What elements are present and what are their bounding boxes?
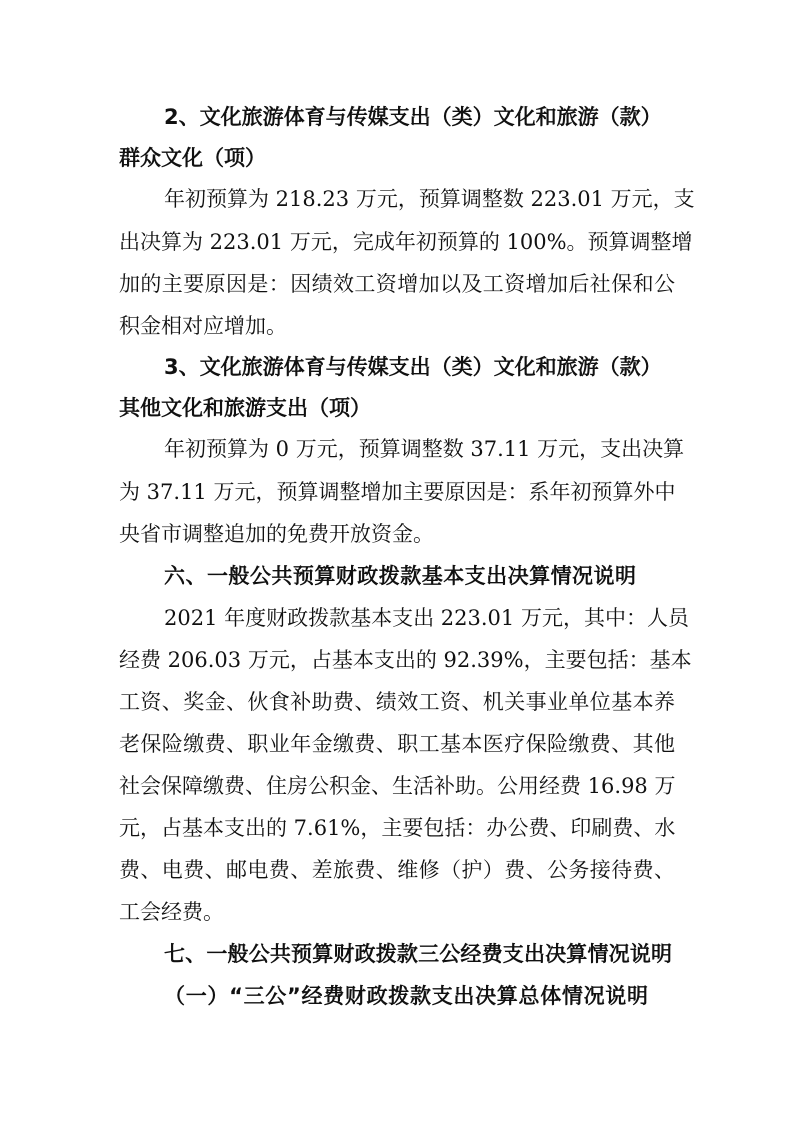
section-6-paragraph-line-7: 费、电费、邮电费、差旅费、维修（护）费、公务接待费、: [119, 858, 675, 882]
section-2-paragraph-line-3: 加的主要原因是：因绩效工资增加以及工资增加后社保和公: [119, 272, 675, 296]
section-2-paragraph-line-1: 年初预算为 218.23 万元，预算调整数 223.01 万元，支: [164, 187, 695, 211]
section-6-paragraph-line-8: 工会经费。: [119, 900, 224, 924]
section-3-paragraph-line-3: 央省市调整追加的免费开放资金。: [119, 522, 434, 546]
section-2-heading-line-1: 2、文化旅游体育与传媒支出（类）文化和旅游（款）: [164, 105, 662, 129]
section-2-heading-line-2: 群众文化（项）: [119, 146, 266, 170]
section-6-paragraph-line-4: 老保险缴费、职业年金缴费、职工基本医疗保险缴费、其他: [119, 732, 675, 756]
section-7-heading: 七、一般公共预算财政拨款三公经费支出决算情况说明: [164, 942, 672, 966]
section-6-paragraph-line-5: 社会保障缴费、住房公积金、生活补助。公用经费 16.98 万: [119, 774, 676, 798]
section-7-subheading: （一）“三公”经费财政拨款支出决算总体情况说明: [164, 984, 648, 1008]
section-2-paragraph-line-2: 出决算为 223.01 万元，完成年初预算的 100%。预算调整增: [119, 230, 693, 254]
section-6-paragraph-line-1: 2021 年度财政拨款基本支出 223.01 万元，其中：人员: [164, 606, 689, 630]
section-3-paragraph-line-2: 为 37.11 万元，预算调整增加主要原因是：系年初预算外中: [119, 480, 676, 504]
section-6-heading: 六、一般公共预算财政拨款基本支出决算情况说明: [164, 564, 636, 588]
section-6-paragraph-line-3: 工资、奖金、伙食补助费、绩效工资、机关事业单位基本养: [119, 690, 675, 714]
section-3-paragraph-line-1: 年初预算为 0 万元，预算调整数 37.11 万元，支出决算: [164, 437, 685, 461]
section-2-paragraph-line-4: 积金相对应增加。: [119, 314, 287, 338]
section-3-heading-line-2: 其他文化和旅游支出（项）: [119, 396, 371, 420]
section-3-heading-line-1: 3、文化旅游体育与传媒支出（类）文化和旅游（款）: [164, 355, 662, 379]
section-6-paragraph-line-6: 元，占基本支出的 7.61%，主要包括：办公费、印刷费、水: [119, 816, 676, 840]
section-6-paragraph-line-2: 经费 206.03 万元，占基本支出的 92.39%，主要包括：基本: [119, 648, 692, 672]
